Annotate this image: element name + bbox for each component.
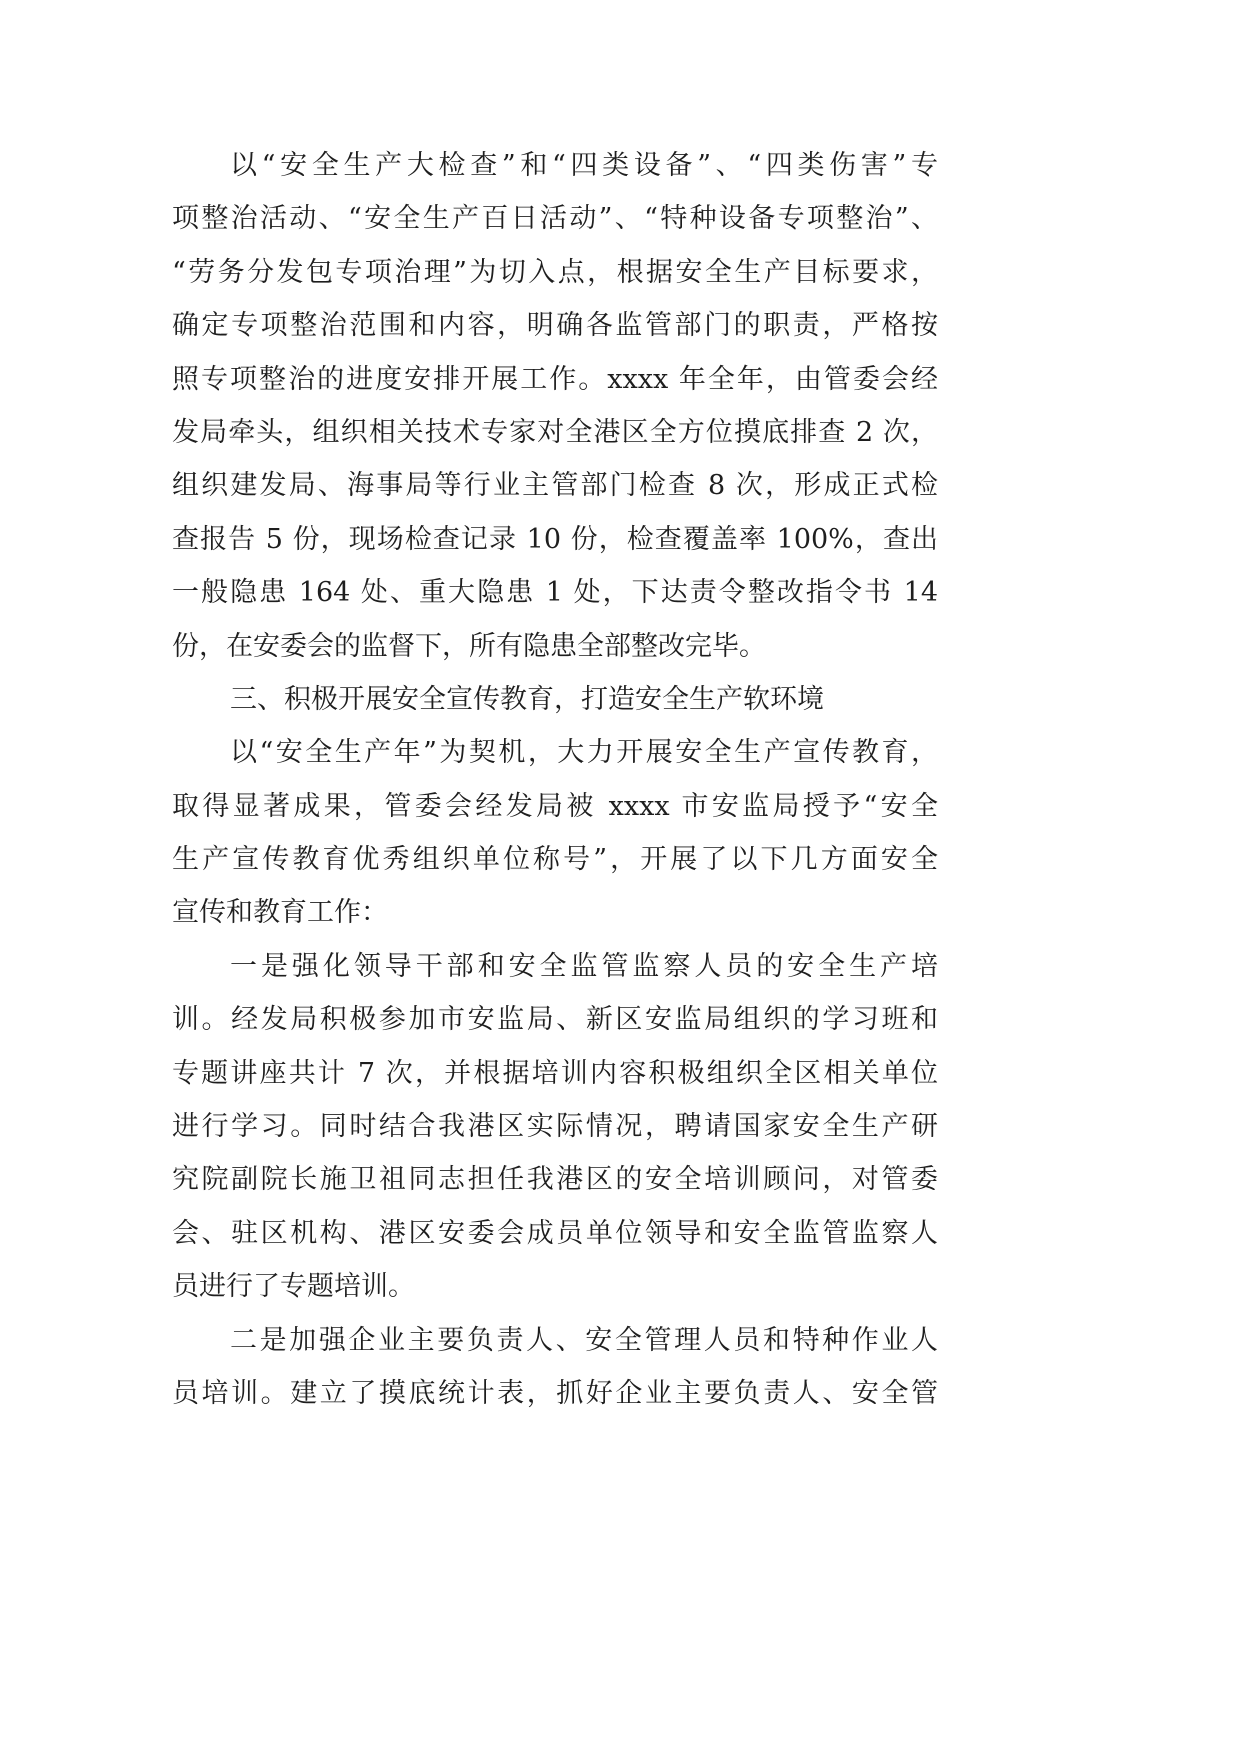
text-line: 以“安全生产年”为契机，大力开展安全生产宣传教育， [230, 737, 938, 769]
text-line: 发局牵头，组织相关技术专家对全港区全方位摸底排查 2 次， [172, 416, 938, 448]
paragraph-safety-publicity [172, 726, 938, 940]
text-line: 组织建发局、海事局等行业主管部门检查 8 次，形成正式检 [172, 470, 938, 502]
paragraph-enterprise-training [172, 1314, 938, 1421]
text-line: “劳务分发包专项治理”为切入点，根据安全生产目标要求， [172, 256, 938, 288]
text-line: 生产宣传教育优秀组织单位称号”，开展了以下几方面安全 [172, 844, 938, 876]
text-line: 进行学习。同时结合我港区实际情况，聘请国家安全生产研 [172, 1111, 938, 1143]
text-line: 取得显著成果，管委会经发局被 xxxx 市安监局授予“安全 [172, 790, 938, 822]
text-line: 以“安全生产大检查”和“四类设备”、“四类伤害”专 [230, 150, 938, 181]
text-line: 会、驻区机构、港区安委会成员单位领导和安全监管监察人 [172, 1217, 938, 1249]
paragraph-leader-training [172, 940, 938, 1314]
text-line: 查报告 5 份，现场检查记录 10 份，检查覆盖率 100%，查出 [172, 523, 938, 555]
section-heading-text: 三、积极开展安全宣传教育，打造安全生产软环境 [230, 683, 824, 715]
text-line: 项整治活动、“安全生产百日活动”、“特种设备专项整治”、 [172, 203, 938, 235]
text-line: 确定专项整治范围和内容，明确各监管部门的职责，严格按 [172, 310, 938, 342]
text-line: 份，在安委会的监督下，所有隐患全部整改完毕。 [172, 630, 766, 662]
text-line: 员进行了专题培训。 [172, 1271, 415, 1303]
text-line: 训。经发局积极参加市安监局、新区安监局组织的学习班和 [172, 1004, 938, 1036]
document-body [172, 139, 938, 1420]
text-line: 照专项整治的进度安排开展工作。xxxx 年全年，由管委会经 [172, 363, 938, 395]
text-line: 一般隐患 164 处、重大隐患 1 处，下达责令整改指令书 14 [172, 577, 938, 609]
paragraph-special-rectification [172, 139, 938, 673]
text-line: 专题讲座共计 7 次，并根据培训内容积极组织全区相关单位 [172, 1057, 938, 1089]
text-line: 究院副院长施卫祖同志担任我港区的安全培训顾问，对管委 [172, 1164, 938, 1196]
text-line: 一是强化领导干部和安全监管监察人员的安全生产培 [230, 950, 938, 982]
section-heading [172, 673, 938, 726]
text-line: 宣传和教育工作： [172, 897, 388, 929]
text-line: 二是加强企业主要负责人、安全管理人员和特种作业人 [230, 1324, 938, 1356]
text-line: 员培训。建立了摸底统计表，抓好企业主要负责人、安全管 [172, 1377, 938, 1409]
